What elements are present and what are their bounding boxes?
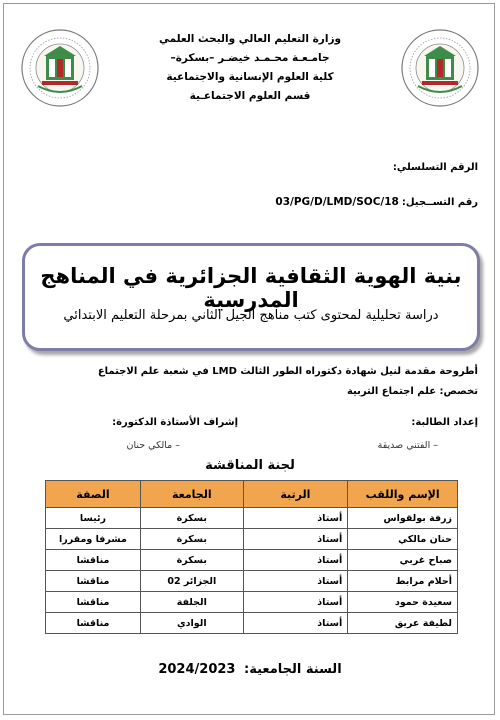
header-name: الإسم واللقب — [348, 481, 458, 508]
member-name: صباح غربي — [348, 550, 458, 571]
ministry-name: وزارة التعليم العالي والبحث العلمي — [158, 33, 342, 45]
registration-label: رقم التســجيل: — [401, 197, 478, 208]
header-role: الصفة — [46, 481, 141, 508]
table-row — [46, 550, 458, 571]
thesis-subtitle: دراسة تحليلية لمحتوى كتب مناهج الجيل الثاني بمرحلة التعليم الابتدائي — [63, 308, 439, 323]
table-row — [46, 508, 458, 529]
supervisor-name: – مالكي حنان — [126, 440, 180, 451]
member-name: أحلام مرابط — [348, 571, 458, 592]
university-logo-right — [400, 28, 480, 108]
university-name: جامـعـة محـمـد خيضـر –بسكرة– — [170, 52, 330, 64]
member-university: بسكرة — [140, 550, 243, 571]
member-university: الجزائر 02 — [140, 571, 243, 592]
member-role: مناقشا — [46, 571, 141, 592]
member-role: مناقشا — [46, 613, 141, 634]
member-university: بسكرة — [140, 508, 243, 529]
serial-number-label: الرقم التسلسلي: — [392, 162, 478, 173]
table-row — [46, 529, 458, 550]
registration-line — [275, 196, 478, 208]
member-name: زرفة بولقواس — [348, 508, 458, 529]
member-role: رئيسا — [46, 508, 141, 529]
student-name: – الفتني صديقة — [377, 440, 438, 451]
institution-header — [125, 30, 375, 106]
member-role: مشرفا ومقررا — [46, 529, 141, 550]
member-rank: أستاذ — [243, 550, 348, 571]
member-rank: أستاذ — [243, 592, 348, 613]
registration-value: 03/PG/D/LMD/SOC/18 — [275, 196, 399, 208]
academic-year-value: 2024/2023 — [158, 662, 236, 677]
specialization: تخصص: علم اجتماع التربية — [346, 386, 478, 397]
supervised-by-label: إشراف الأستاذة الدكتورة: — [112, 417, 238, 428]
member-rank: أستاذ — [243, 613, 348, 634]
committee-title: لجنة المناقشة — [205, 458, 295, 473]
member-university: الوادي — [140, 613, 243, 634]
header-rank: الرتبة — [243, 481, 348, 508]
member-rank: أستاذ — [243, 529, 348, 550]
thesis-statement: أطروحة مقدمة لنيل شهادة دكتوراه الطور الثالث LMD في شعبة علم الاجتماع — [97, 366, 478, 377]
member-rank: أستاذ — [243, 508, 348, 529]
member-name: سعيدة حمود — [348, 592, 458, 613]
committee-table — [45, 480, 458, 634]
committee-header-row — [46, 481, 458, 508]
university-logo-left — [20, 28, 100, 108]
thesis-title: بنية الهوية الثقافية الجزائرية في المناهج المدرسية — [40, 264, 462, 312]
member-university: الجلفة — [140, 592, 243, 613]
title-box — [22, 243, 480, 351]
member-role: مناقشا — [46, 592, 141, 613]
academic-year — [0, 662, 500, 677]
member-role: مناقشا — [46, 550, 141, 571]
academic-year-label: السنة الجامعية: — [244, 662, 342, 677]
member-university: بسكرة — [140, 529, 243, 550]
table-row — [46, 571, 458, 592]
header-university: الجامعة — [140, 481, 243, 508]
prepared-by-label: إعداد الطالبة: — [411, 417, 478, 428]
table-row — [46, 592, 458, 613]
member-name: حنان مالكي — [348, 529, 458, 550]
department-name: قسم العلوم الاجتماعـية — [189, 90, 311, 102]
member-rank: أستاذ — [243, 571, 348, 592]
faculty-name: كلية العلوم الإنسانية والاجتماعية — [166, 71, 334, 83]
table-row — [46, 613, 458, 634]
member-name: لطيفة عريق — [348, 613, 458, 634]
